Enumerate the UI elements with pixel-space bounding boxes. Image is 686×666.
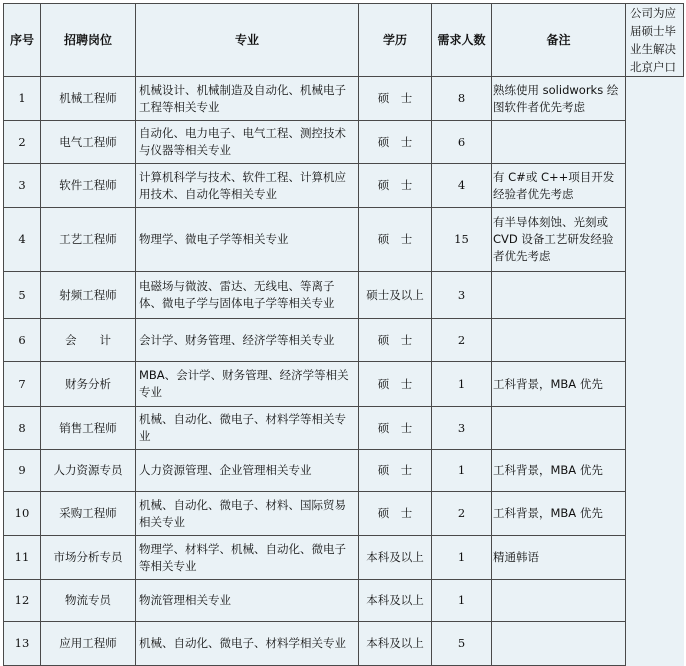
row-major: 机械、自动化、微电子、材料、国际贸易相关专业 bbox=[136, 492, 359, 536]
header-degree: 学历 bbox=[359, 4, 432, 77]
table-row bbox=[4, 208, 684, 272]
table-row bbox=[4, 580, 684, 622]
table-row bbox=[4, 492, 684, 536]
table-row bbox=[4, 536, 684, 580]
row-count: 2 bbox=[432, 492, 492, 536]
row-major: 物理学、微电子学等相关专业 bbox=[136, 208, 359, 272]
row-note bbox=[492, 319, 626, 362]
row-count: 5 bbox=[432, 622, 492, 666]
row-count: 1 bbox=[432, 580, 492, 622]
table-row bbox=[4, 121, 684, 164]
row-note bbox=[492, 272, 626, 319]
side-note-cell bbox=[626, 4, 684, 77]
row-count: 1 bbox=[432, 362, 492, 407]
row-degree: 硕 士 bbox=[359, 407, 432, 450]
row-position: 人力资源专员 bbox=[41, 450, 136, 492]
row-count: 3 bbox=[432, 272, 492, 319]
row-position: 财务分析 bbox=[41, 362, 136, 407]
row-number: 5 bbox=[4, 272, 41, 319]
row-degree: 硕 士 bbox=[359, 121, 432, 164]
row-note: 工科背景，MBA 优先 bbox=[492, 492, 626, 536]
row-major: 机械设计、机械制造及自动化、机械电子工程等相关专业 bbox=[136, 77, 359, 121]
row-number: 11 bbox=[4, 536, 41, 580]
row-number: 10 bbox=[4, 492, 41, 536]
row-position: 市场分析专员 bbox=[41, 536, 136, 580]
row-count: 3 bbox=[432, 407, 492, 450]
row-major: 机械、自动化、微电子、材料学等相关专业 bbox=[136, 407, 359, 450]
row-position: 电气工程师 bbox=[41, 121, 136, 164]
row-count: 1 bbox=[432, 536, 492, 580]
table-row bbox=[4, 450, 684, 492]
recruitment-table bbox=[3, 3, 684, 666]
header-position: 招聘岗位 bbox=[41, 4, 136, 77]
row-position: 采购工程师 bbox=[41, 492, 136, 536]
row-degree: 硕 士 bbox=[359, 208, 432, 272]
row-number: 3 bbox=[4, 164, 41, 208]
row-note: 工科背景，MBA 优先 bbox=[492, 450, 626, 492]
table-row bbox=[4, 362, 684, 407]
row-major: 物流管理相关专业 bbox=[136, 580, 359, 622]
row-number: 12 bbox=[4, 580, 41, 622]
side-note: 公司为应届硕士毕业生解决北京户口 bbox=[630, 6, 676, 74]
row-position: 射频工程师 bbox=[41, 272, 136, 319]
table-row bbox=[4, 319, 684, 362]
row-count: 8 bbox=[432, 77, 492, 121]
row-note bbox=[492, 407, 626, 450]
row-major: 物理学、材料学、机械、自动化、微电子等相关专业 bbox=[136, 536, 359, 580]
row-position: 应用工程师 bbox=[41, 622, 136, 666]
row-degree: 硕 士 bbox=[359, 362, 432, 407]
row-note bbox=[492, 580, 626, 622]
header-major: 专业 bbox=[136, 4, 359, 77]
row-position: 物流专员 bbox=[41, 580, 136, 622]
header-count: 需求人数 bbox=[432, 4, 492, 77]
row-number: 7 bbox=[4, 362, 41, 407]
row-number: 13 bbox=[4, 622, 41, 666]
row-note bbox=[492, 121, 626, 164]
row-degree: 本科及以上 bbox=[359, 580, 432, 622]
row-position: 机械工程师 bbox=[41, 77, 136, 121]
row-major: 计算机科学与技术、软件工程、计算机应用技术、自动化等相关专业 bbox=[136, 164, 359, 208]
row-number: 2 bbox=[4, 121, 41, 164]
row-number: 6 bbox=[4, 319, 41, 362]
row-degree: 硕 士 bbox=[359, 77, 432, 121]
row-degree: 硕 士 bbox=[359, 319, 432, 362]
row-major: 会计学、财务管理、经济学等相关专业 bbox=[136, 319, 359, 362]
row-position: 工艺工程师 bbox=[41, 208, 136, 272]
table-row bbox=[4, 164, 684, 208]
table-row bbox=[4, 407, 684, 450]
row-number: 9 bbox=[4, 450, 41, 492]
table-row bbox=[4, 77, 684, 121]
header-row bbox=[4, 4, 684, 77]
header-no: 序号 bbox=[4, 4, 41, 77]
row-number: 8 bbox=[4, 407, 41, 450]
row-degree: 硕 士 bbox=[359, 450, 432, 492]
row-note: 精通韩语 bbox=[492, 536, 626, 580]
row-note: 工科背景，MBA 优先 bbox=[492, 362, 626, 407]
row-major: MBA、会计学、财务管理、经济学等相关专业 bbox=[136, 362, 359, 407]
row-note bbox=[492, 622, 626, 666]
row-count: 2 bbox=[432, 319, 492, 362]
row-number: 1 bbox=[4, 77, 41, 121]
row-note: 有 C#或 C++项目开发经验者优先考虑 bbox=[492, 164, 626, 208]
row-major: 机械、自动化、微电子、材料学相关专业 bbox=[136, 622, 359, 666]
row-note: 熟练使用 solidworks 绘图软件者优先考虑 bbox=[492, 77, 626, 121]
row-note: 有半导体刻蚀、光刻或 CVD 设备工艺研发经验者优先考虑 bbox=[492, 208, 626, 272]
row-position: 软件工程师 bbox=[41, 164, 136, 208]
row-count: 4 bbox=[432, 164, 492, 208]
row-major: 自动化、电力电子、电气工程、测控技术与仪器等相关专业 bbox=[136, 121, 359, 164]
recruitment-table-container bbox=[3, 3, 684, 666]
row-degree: 硕 士 bbox=[359, 492, 432, 536]
table-row bbox=[4, 622, 684, 666]
row-degree: 硕 士 bbox=[359, 164, 432, 208]
row-degree: 硕士及以上 bbox=[359, 272, 432, 319]
row-position: 会 计 bbox=[41, 319, 136, 362]
row-count: 15 bbox=[432, 208, 492, 272]
row-major: 人力资源管理、企业管理相关专业 bbox=[136, 450, 359, 492]
header-note: 备注 bbox=[492, 4, 626, 77]
row-number: 4 bbox=[4, 208, 41, 272]
table-row bbox=[4, 272, 684, 319]
row-degree: 本科及以上 bbox=[359, 536, 432, 580]
row-count: 6 bbox=[432, 121, 492, 164]
row-degree: 本科及以上 bbox=[359, 622, 432, 666]
row-major: 电磁场与微波、雷达、无线电、等离子体、微电子学与固体电子学等相关专业 bbox=[136, 272, 359, 319]
row-position: 销售工程师 bbox=[41, 407, 136, 450]
row-count: 1 bbox=[432, 450, 492, 492]
